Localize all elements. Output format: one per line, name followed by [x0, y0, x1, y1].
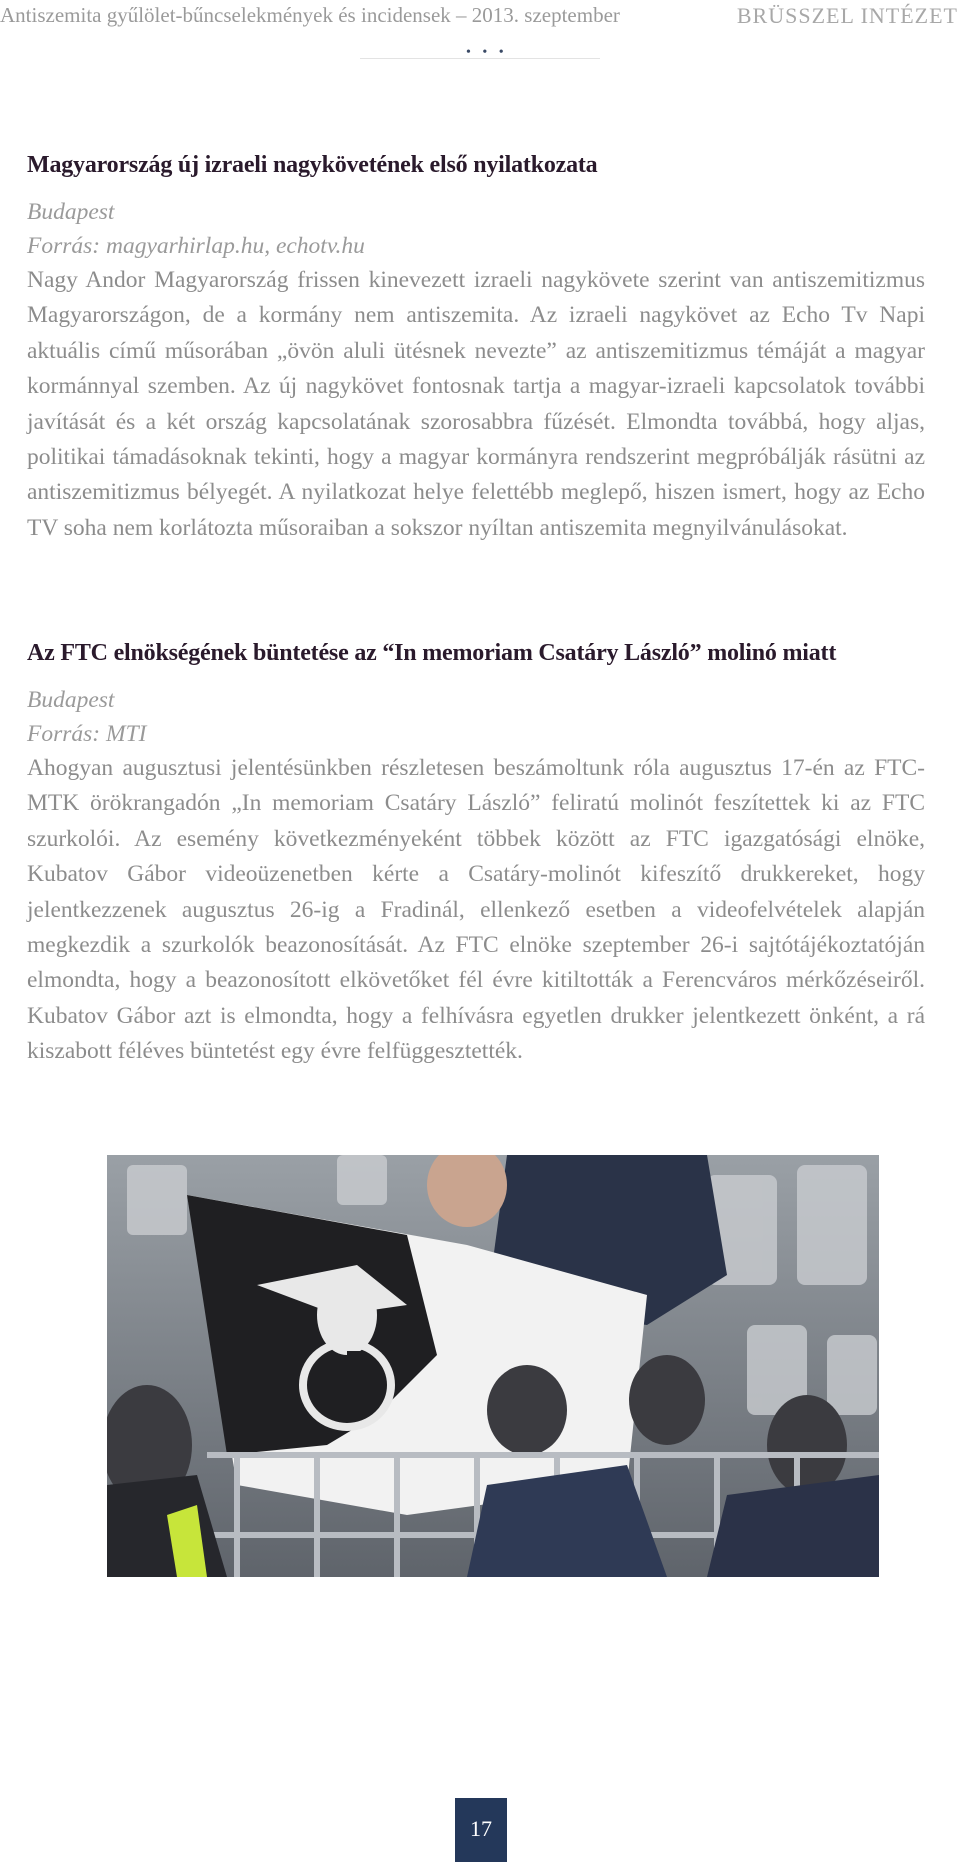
article-location: Budapest: [27, 199, 115, 225]
article-ftc: [27, 640, 925, 1070]
page-number-badge: 17: [455, 1798, 507, 1862]
article-ambassador: [27, 152, 925, 546]
article-location: Budapest: [27, 687, 115, 713]
header-ornament: • • •: [466, 45, 508, 60]
publisher-name: BRÜSSZEL INTÉZET: [736, 3, 958, 28]
article-source: Forrás: MTI: [27, 721, 147, 747]
document-title: Antiszemita gyűlölet-bűncselekmények és incidensek – 2013. szeptember: [0, 3, 620, 27]
article-body: Ahogyan augusztusi jelentésünkben részletesen beszámoltunk róla augusztus 17-én az FTC-MTK örökrangadón „In memoriam Csatáry László” feliratú molinót feszítettek ki az FTC szurkolói. Az esemény következményeként többek között az FTC igazgatósági elnöke, Kubatov Gábor videoüzenetben kérte a Csatáry-molinót kifeszítő drukkereket, hogy jelentkezzenek augusztus 26-ig a Fradinál, ellenkező esetben a videofelvételek alapján megkezdik a szurkolók beazonosítását. Az FTC elnöke szeptember 26-i sajtótájékoztatóján elmondta, hogy a beazonosított elkövetőket fél évre kitiltották a Ferencváros mérkőzéseiről. Kubatov Gábor azt is elmondta, hogy a felhívásra egyetlen drukker jelentkezett önként, a rá kiszabott féléves büntetést egy évre felfüggesztették.: [27, 755, 925, 1065]
stadium-banner-photo: [107, 1155, 879, 1577]
article-body: Nagy Andor Magyarország frissen kinevezett izraeli nagykövete szerint van antiszemitizmus Magyarországon, de a kormány nem antiszemita. Az izraeli nagykövet az Echo Tv Napi aktuális című műsorában „övön aluli ütésnek nevezte” az antiszemitizmus témáját a magyar kormánnyal szemben. Az új nagykövet fontosnak tartja a magyar-izraeli kapcsolatok további javítását és a két ország kapcsolatának szorosabbra fűzését. Elmondta továbbá, hogy aljas, politikai támadásoknak tekinti, hogy a magyar kormányra rendszerint megpróbálják rásütni az antiszemitizmus bélyegét. A nyilatkozat helye felettébb meglepő, hiszen ismert, hogy az Echo TV soha nem korlátozta műsoraiban a sokszor nyíltan antiszemita megnyilvánulásokat.: [27, 267, 925, 541]
article-title: Az FTC elnökségének büntetése az “In memoriam Csatáry László” molinó miatt: [27, 640, 837, 666]
article-title: Magyarország új izraeli nagykövetének első nyilatkozata: [27, 152, 598, 178]
page-header: [0, 0, 960, 32]
article-source: Forrás: magyarhirlap.hu, echotv.hu: [27, 233, 365, 259]
